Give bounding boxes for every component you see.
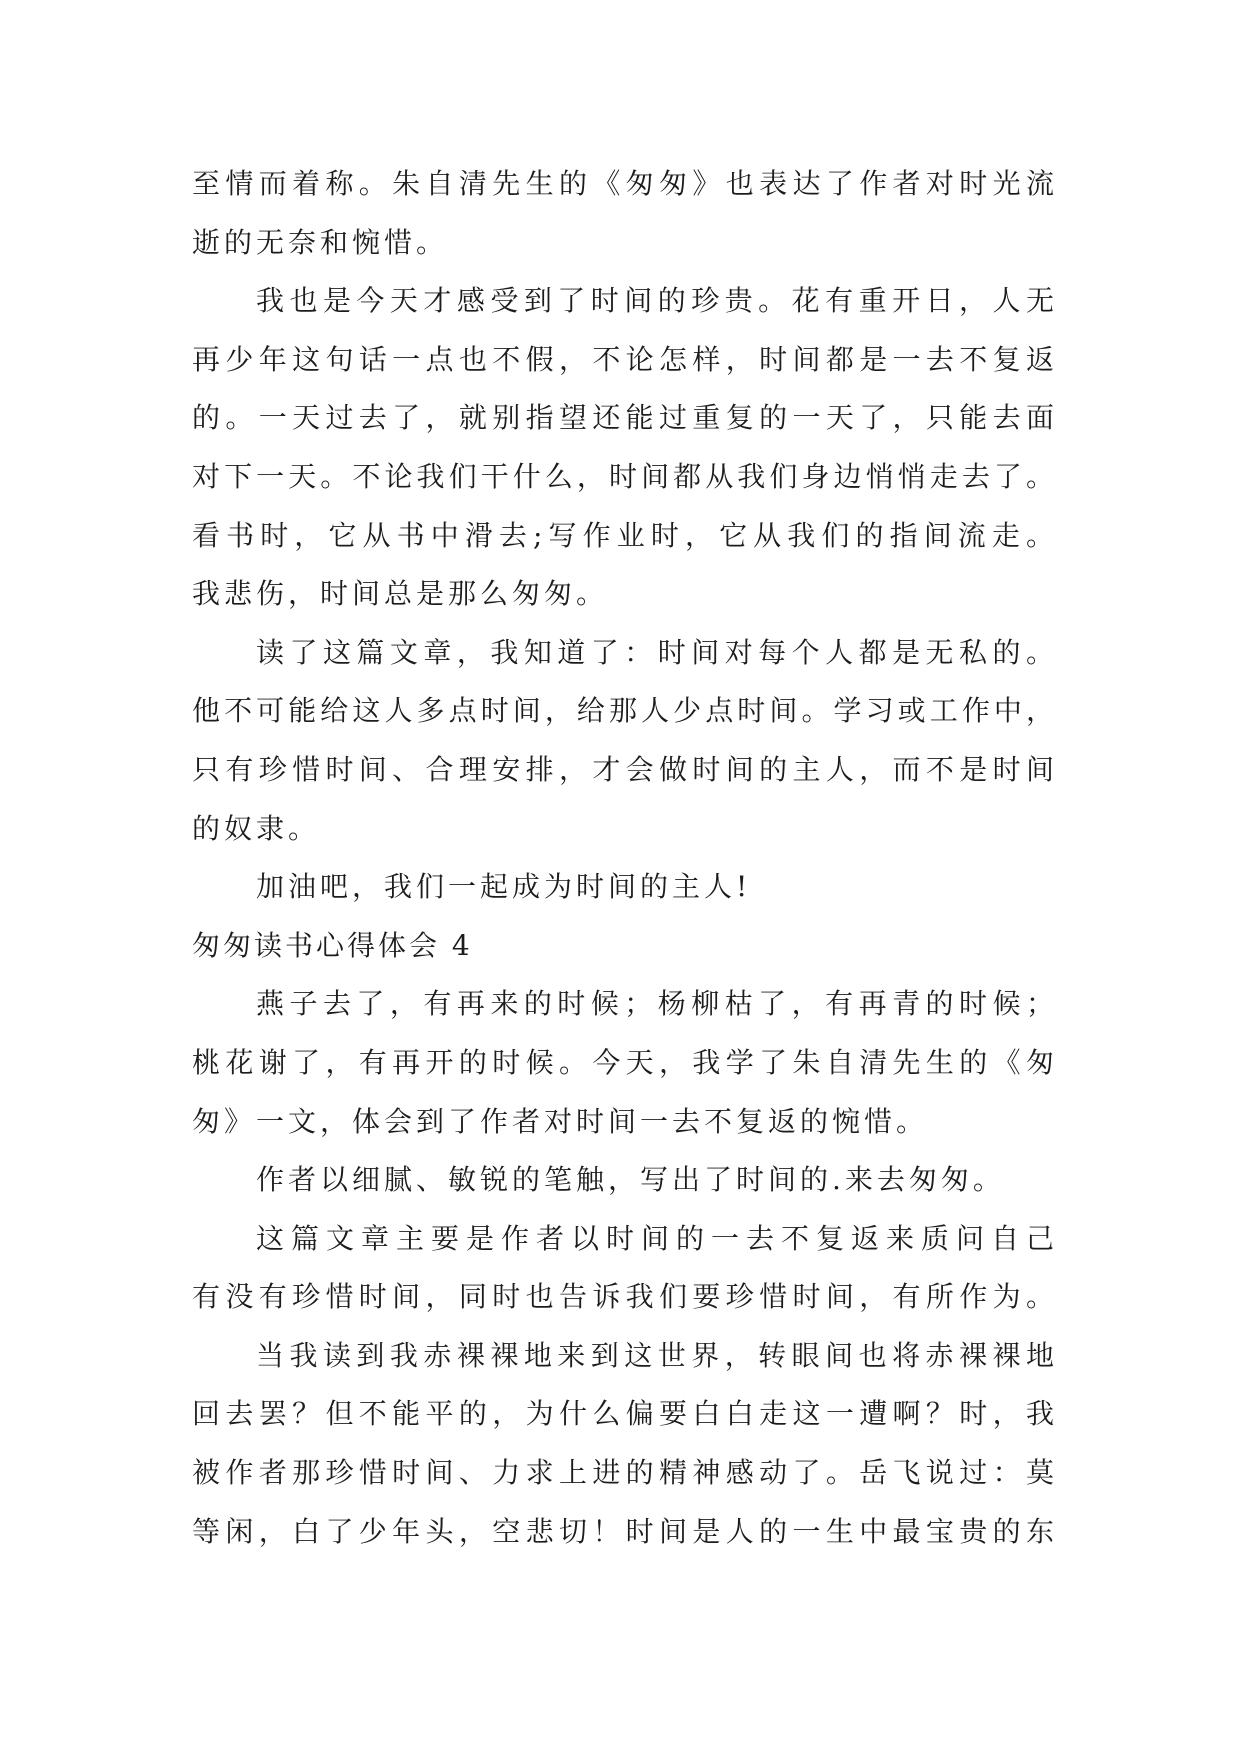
document-body	[192, 155, 1058, 1561]
text-line: 逝的无奈和惋惜。	[192, 225, 449, 259]
paragraph	[192, 624, 1058, 858]
paragraph	[192, 155, 1058, 272]
text-line: 我悲伤，时间总是那么匆匆。	[192, 577, 609, 611]
text-line: 有没有珍惜时间，同时也告诉我们要珍惜时间，有所作为。	[192, 1280, 1058, 1314]
text-line: 我也是今天才感受到了时间的珍贵。花有重开日，人无	[256, 284, 1058, 318]
text-line: 回去罢？但不能平的，为什么偏要白白走这一遭啊？时，我	[192, 1397, 1058, 1431]
text-line: 作者以细腻、敏锐的笔触，写出了时间的.来去匆匆。	[256, 1163, 1005, 1197]
text-line: 他不可能给这人多点时间，给那人少点时间。学习或工作中，	[192, 694, 1058, 728]
text-line: 的。一天过去了，就别指望还能过重复的一天了，只能去面	[192, 401, 1058, 435]
paragraph	[192, 1151, 1058, 1210]
paragraph	[192, 1327, 1058, 1561]
text-line: 这篇文章主要是作者以时间的一去不复返来质问自己	[256, 1221, 1058, 1255]
text-line: 至情而着称。朱自清先生的《匆匆》也表达了作者对时光流	[192, 167, 1058, 200]
paragraph	[192, 975, 1058, 1151]
text-line: 桃花谢了，有再开的时候。今天，我学了朱自清先生的《匆	[192, 1045, 1058, 1079]
paragraph	[192, 858, 1058, 917]
text-line: 匆》一文，体会到了作者对时间一去不复返的惋惜。	[192, 1104, 929, 1138]
section-heading: 匆匆读书心得体会 4	[192, 928, 473, 962]
text-line: 看书时，它从书中滑去;写作业时，它从我们的指间流走。	[192, 518, 1058, 552]
text-line: 燕子去了，有再来的时候；杨柳枯了，有再青的时候；	[256, 987, 1058, 1021]
text-line: 的奴隶。	[192, 811, 321, 845]
text-line: 当我读到我赤裸裸地来到这世界，转眼间也将赤裸裸地	[256, 1338, 1058, 1372]
text-line: 读了这篇文章，我知道了：时间对每个人都是无私的。	[256, 635, 1058, 669]
paragraph	[192, 1210, 1058, 1327]
paragraph	[192, 272, 1058, 624]
text-line: 只有珍惜时间、合理安排，才会做时间的主人，而不是时间	[192, 752, 1058, 786]
text-line: 加油吧，我们一起成为时间的主人!	[256, 870, 752, 904]
text-line: 等闲，白了少年头，空悲切！时间是人的一生中最宝贵的东	[192, 1514, 1058, 1548]
text-line: 对下一天。不论我们干什么，时间都从我们身边悄悄走去了。	[192, 459, 1058, 493]
text-line: 被作者那珍惜时间、力求上进的精神感动了。岳飞说过：莫	[192, 1456, 1058, 1490]
text-line: 再少年这句话一点也不假，不论怎样，时间都是一去不复返	[192, 342, 1058, 376]
